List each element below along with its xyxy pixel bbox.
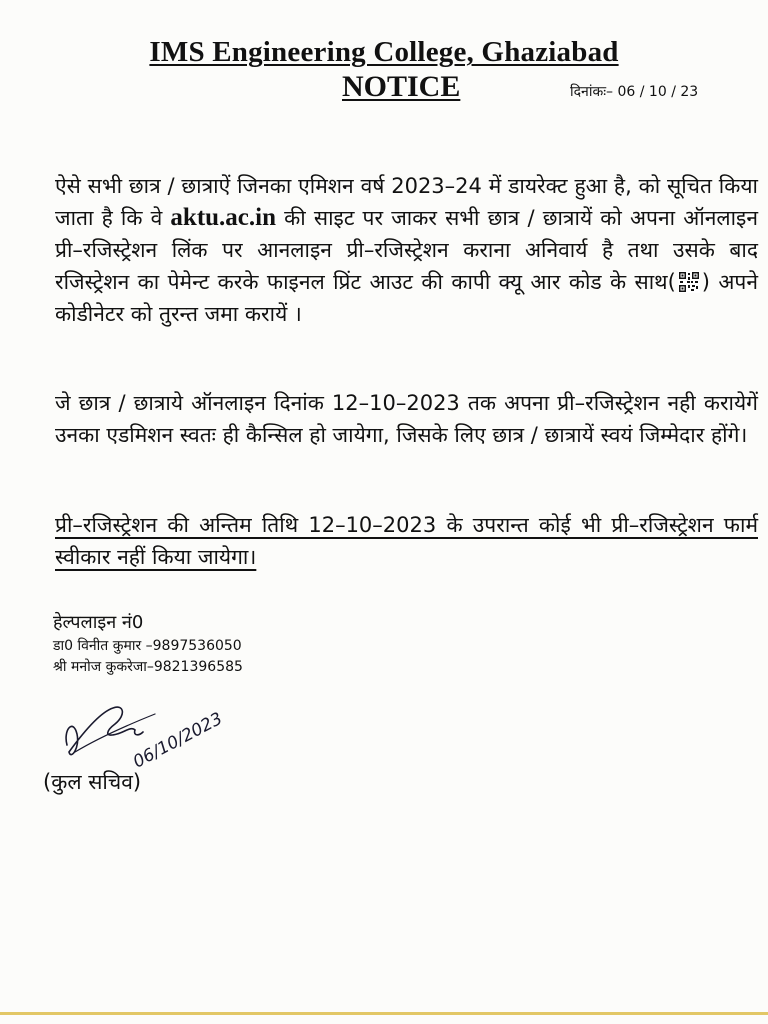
date-label: दिनांकः– — [570, 84, 614, 100]
helpline-contact-1: डा0 विनीत कुमार –9897536050 — [53, 638, 242, 654]
deadline-text: प्री–रजिस्ट्रेशन की अन्तिम तिथि 12–10–2023 के उपरान्त कोई भी प्री–रजिस्ट्रेशन फार्म स्वीकार नहीं किया जायेगा। — [55, 513, 758, 569]
helpline-block — [53, 612, 243, 678]
paragraph-deadline — [55, 509, 758, 573]
college-title — [0, 36, 768, 69]
qr-code-icon — [678, 271, 700, 293]
registrar-designation: (कुल सचिव) — [43, 770, 142, 794]
notice-heading: NOTICE — [342, 70, 461, 103]
helpline-contact-2: श्री मनोज कुकरेजा–9821396585 — [53, 659, 243, 675]
college-name: IMS Engineering College, Ghaziabad — [149, 36, 619, 68]
date-value: 06 / 10 / 23 — [617, 84, 699, 100]
helpline-title: हेल्पलाइन नं0 — [53, 612, 144, 633]
paragraph1-text-c: ) अपने कोडीनेटर को तुरन्त जमा करायें । — [55, 270, 758, 326]
notice-date — [570, 82, 698, 101]
paragraph-registration-instructions — [55, 170, 758, 330]
paragraph1-text-b: की साइट पर जाकर सभी छात्र / छात्रायें को अपना ऑनलाइन प्री–रजिस्ट्रेशन लिंक पर आनलाइन प्री–रजिस्ट्रेशन कराना अनिवार्य है तथा उसके बाद रजिस्ट्रेशन का पेमेन्ट करके फाइनल प्रिंट आउट की कापी क्यू आर कोड के साथ( — [55, 206, 758, 294]
aktu-link: aktu.ac.in — [170, 204, 277, 231]
paragraph-cancellation-warning: जे छात्र / छात्राये ऑनलाइन दिनांक 12–10–2023 तक अपना प्री–रजिस्ट्रेशन नही करायेगें उनका एडमिशन स्वतः ही कैन्सिल हो जायेगा, जिसके लिए छात्र / छात्रायें स्वयं जिम्मेदार होंगे। — [55, 391, 758, 447]
registrar-signature — [55, 690, 235, 780]
paragraph1-text-a: ऐसे सभी छात्र / छात्राऐं जिनका एमिशन वर्ष 2023–24 में डायरेक्ट हुआ है, को सूचित किया जाता है कि वे — [55, 174, 758, 230]
signature-date: 06/10/2023 — [129, 708, 226, 773]
page-edge — [0, 1012, 768, 1015]
